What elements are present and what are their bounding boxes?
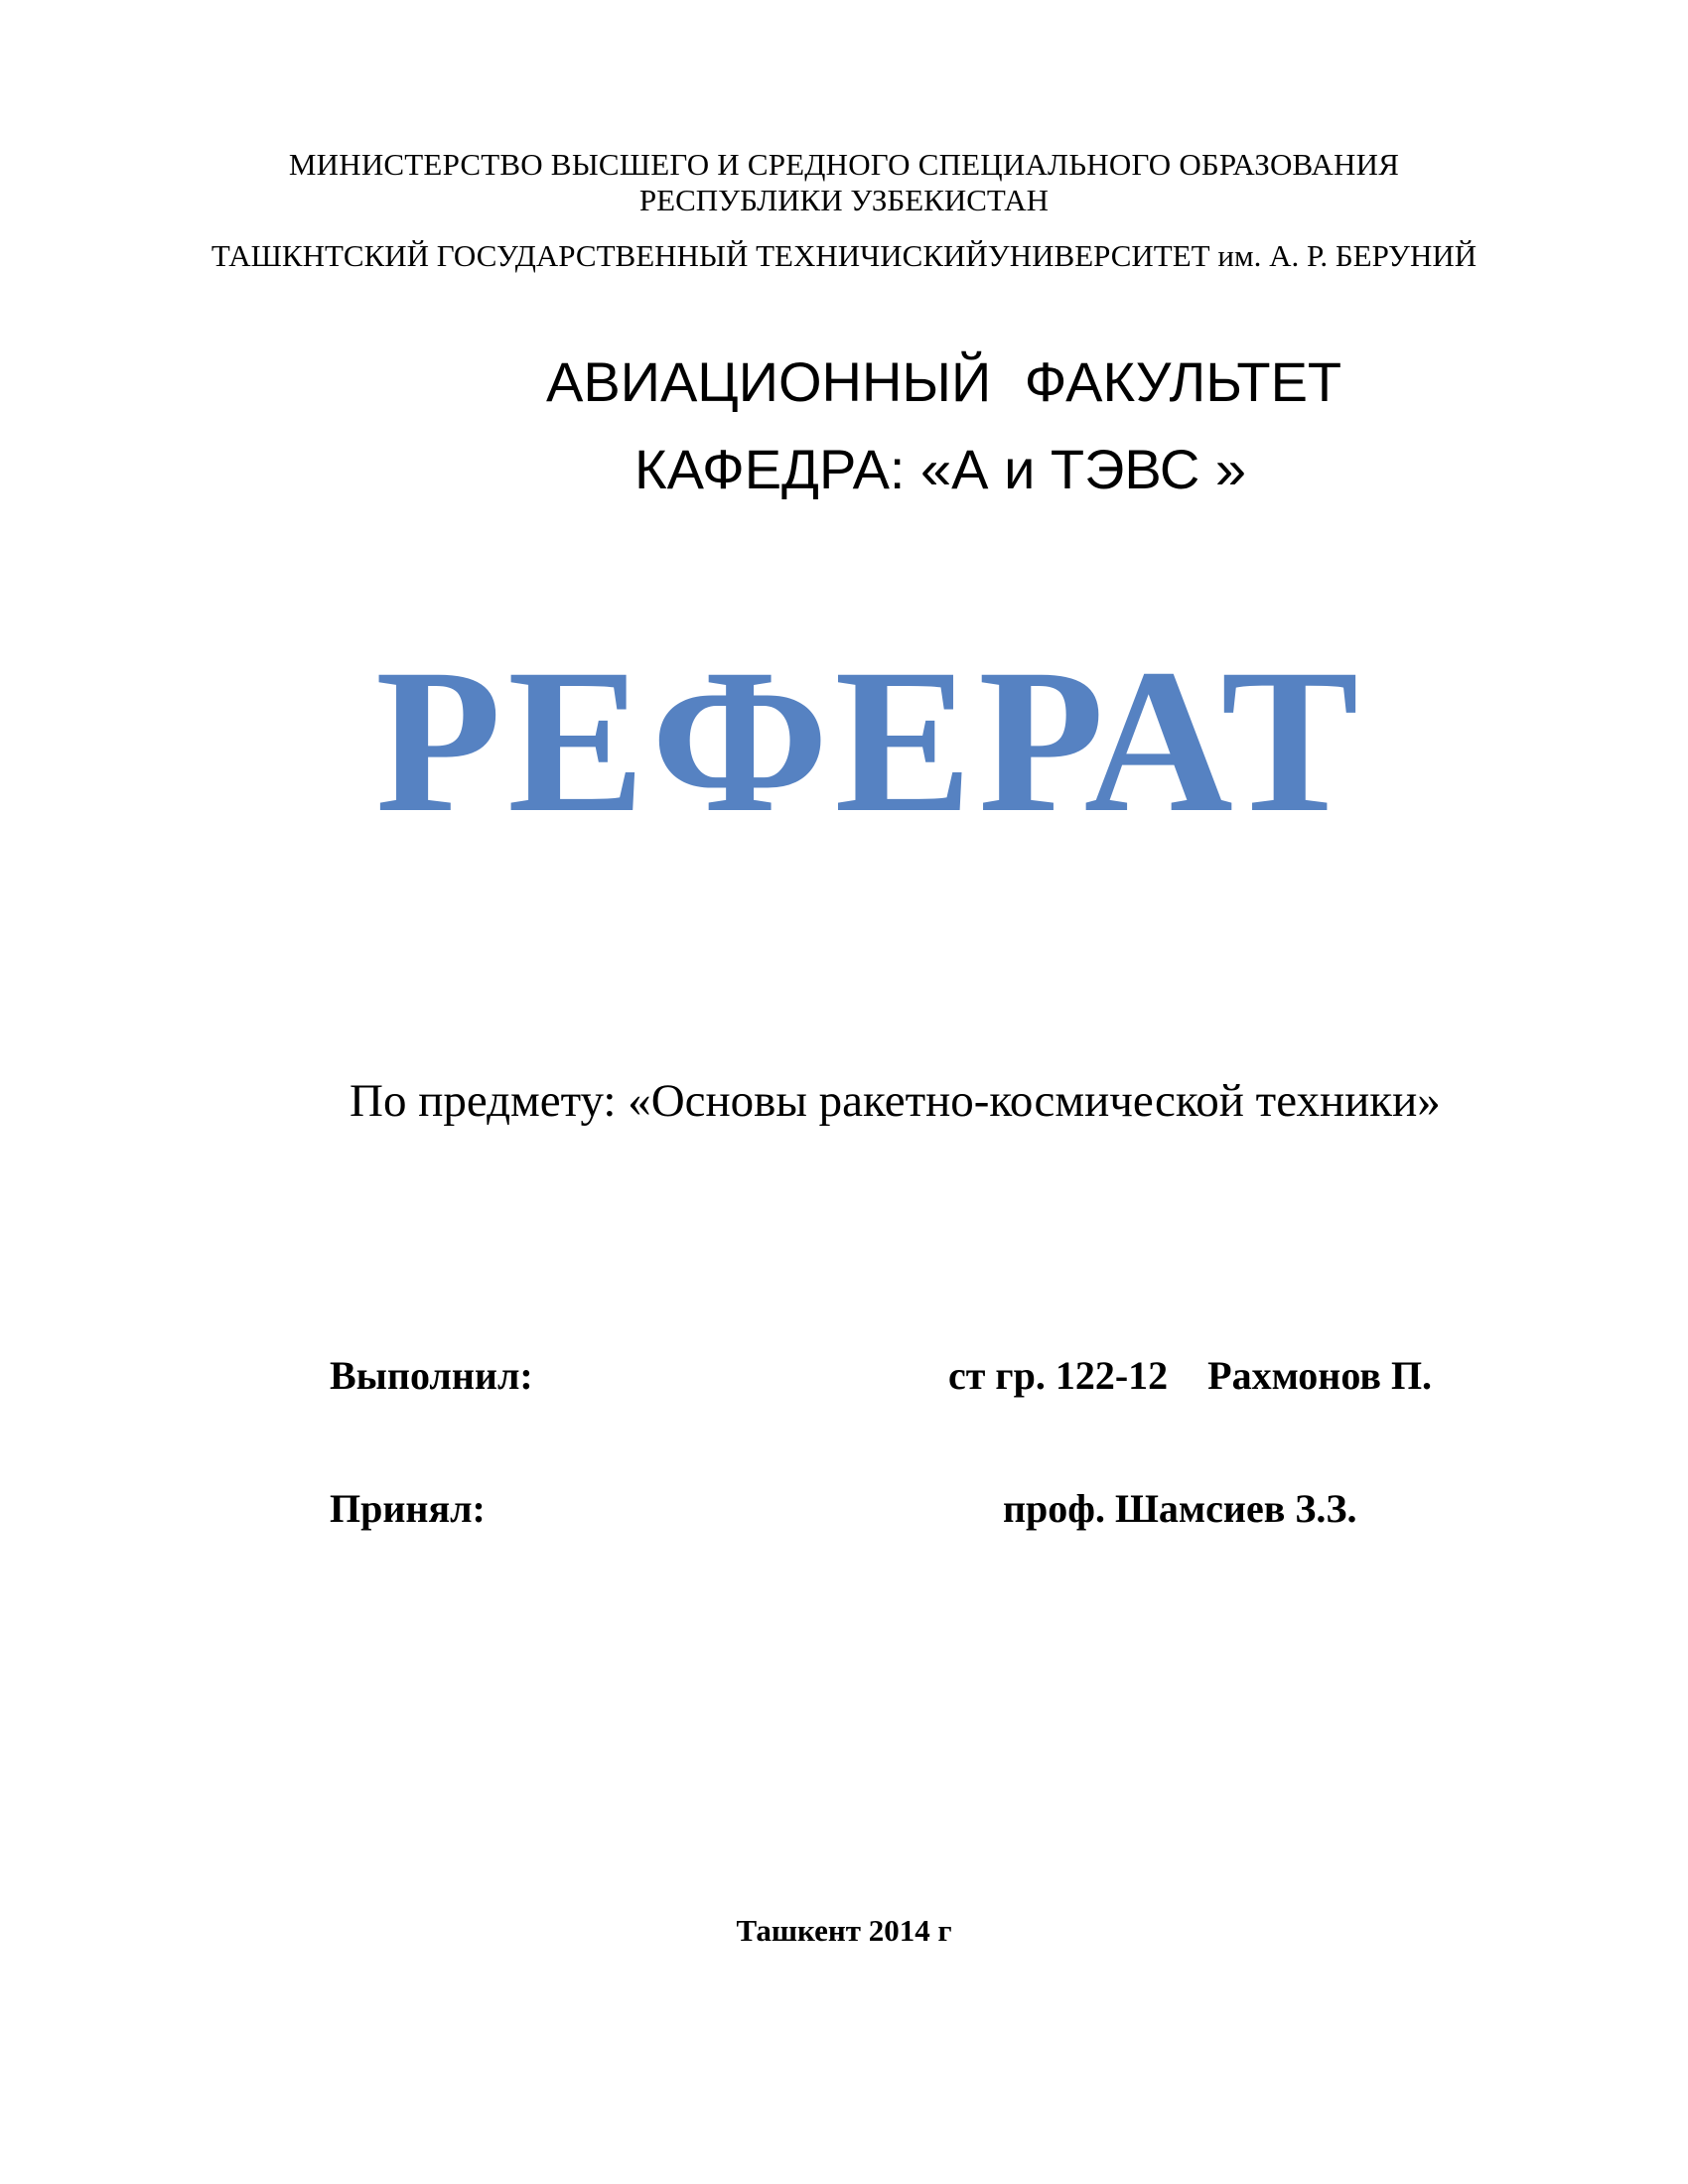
faculty-name: АВИАЦИОННЫЙ ФАКУЛЬТЕТ (546, 350, 1342, 413)
ministry-line-2: РЕСПУБЛИКИ УЗБЕКИСТАН (638, 183, 1050, 217)
ministry-line-1: МИНИСТЕРСТВО ВЫСШЕГО И СРЕДНОГО СПЕЦИАЛЬНОГО ОБРАЗОВАНИЯ (288, 147, 1400, 182)
performed-by-label: Выполнил: (330, 1353, 533, 1398)
accepted-by-label: Принял: (330, 1486, 486, 1531)
subject-line: По предмету: «Основы ракетно-космической техники» (350, 1075, 1441, 1127)
university-name: ТАШКНТСКИЙ ГОСУДАРСТВЕННЫЙ ТЕХНИЧИСКИЙУНИВЕРСИТЕТ им. А. Р. БЕРУНИЙ (211, 238, 1477, 273)
department-name: КАФЕДРА: «А и ТЭВС » (634, 438, 1247, 500)
accepted-by-value: проф. Шамсиев З.З. (1003, 1486, 1357, 1531)
city-and-year: Ташкент 2014 г (736, 1913, 952, 1948)
performed-by-value: ст гр. 122-12 Рахмонов П. (948, 1353, 1433, 1398)
document-title: РЕФЕРАТ (375, 626, 1365, 855)
